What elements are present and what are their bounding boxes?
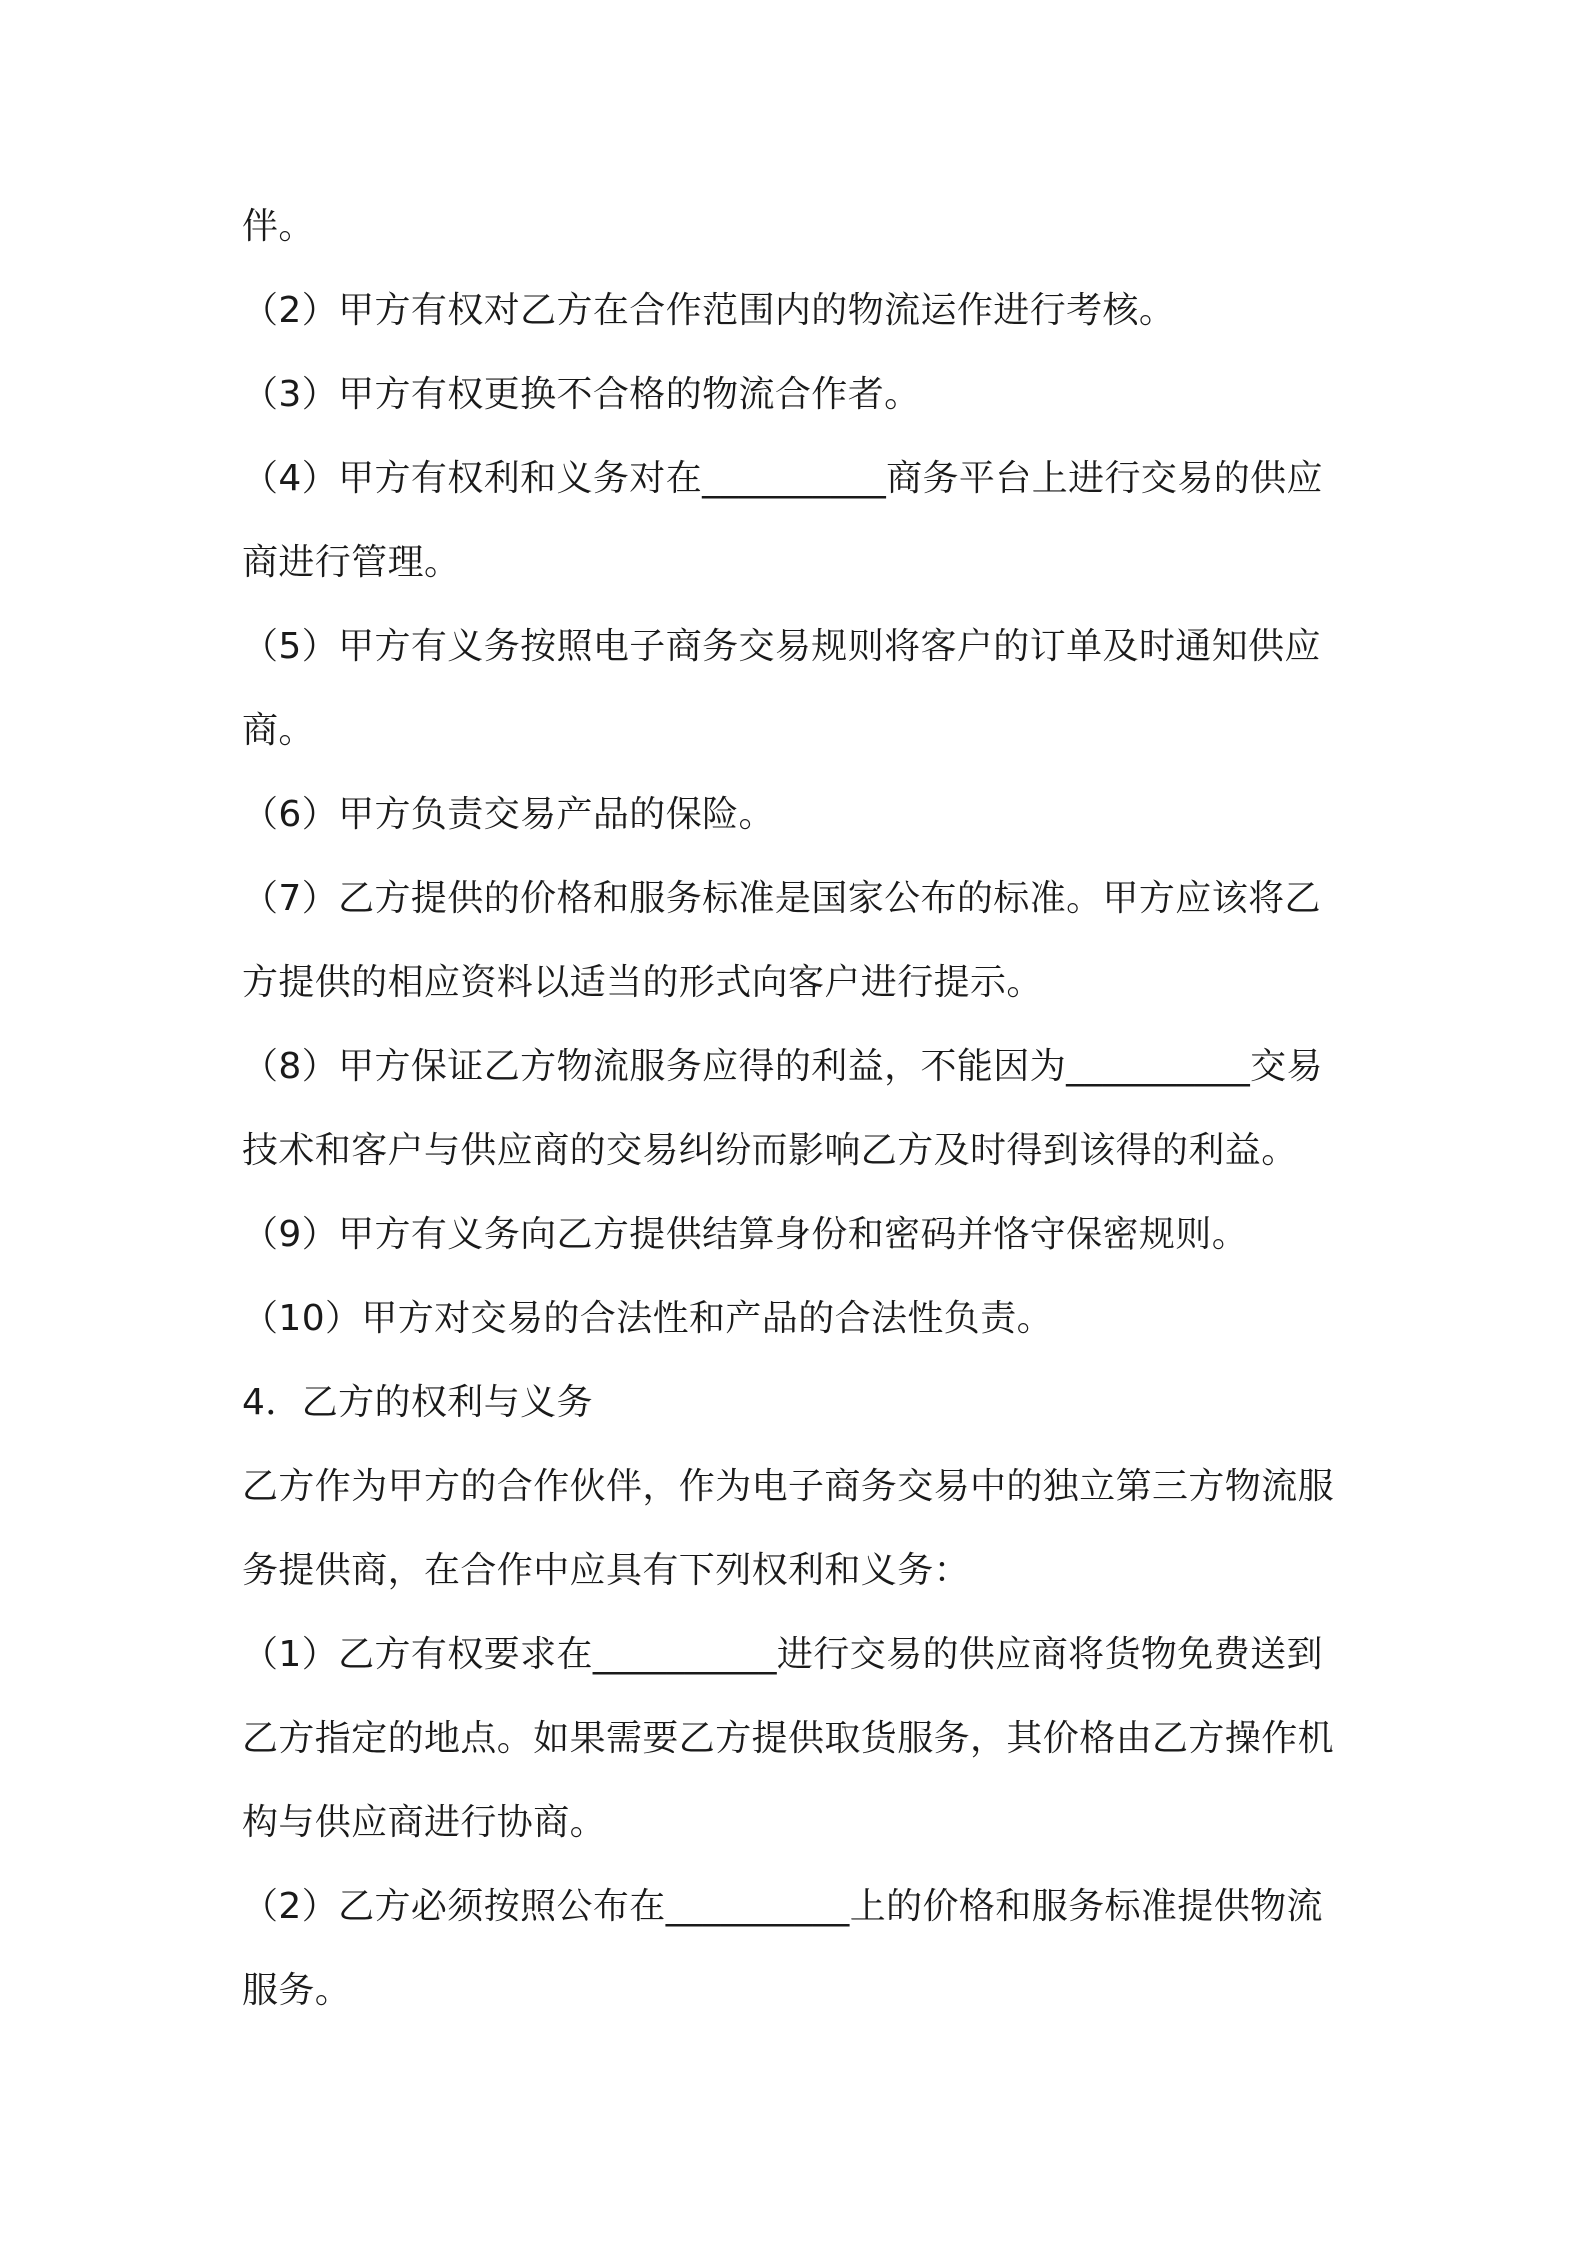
text-line: （8）甲方保证乙方物流服务应得的利益，不能因为__________交易 — [242, 1046, 1323, 1087]
text-line: （7）乙方提供的价格和服务标准是国家公布的标准。甲方应该将乙 — [242, 878, 1321, 919]
text-line: （2）甲方有权对乙方在合作范围内的物流运作进行考核。 — [242, 290, 1176, 331]
text-line: 商。 — [242, 710, 315, 751]
text-line: 服务。 — [242, 1970, 352, 2011]
text-line: 构与供应商进行协商。 — [242, 1802, 607, 1843]
text-line: 技术和客户与供应商的交易纠纷而影响乙方及时得到该得的利益。 — [242, 1130, 1298, 1171]
text-line: （5）甲方有义务按照电子商务交易规则将客户的订单及时通知供应 — [242, 626, 1321, 667]
text-line: 伴。 — [242, 206, 315, 247]
text-line: 乙方作为甲方的合作伙伴，作为电子商务交易中的独立第三方物流服 — [242, 1466, 1335, 1507]
text-line: （3）甲方有权更换不合格的物流合作者。 — [242, 374, 921, 415]
section-heading: 4．乙方的权利与义务 — [242, 1382, 593, 1423]
text-line: 方提供的相应资料以适当的形式向客户进行提示。 — [242, 962, 1043, 1003]
text-line: （1）乙方有权要求在__________进行交易的供应商将货物免费送到 — [242, 1634, 1323, 1675]
text-line: 乙方指定的地点。如果需要乙方提供取货服务，其价格由乙方操作机 — [242, 1718, 1335, 1759]
text-line: （6）甲方负责交易产品的保险。 — [242, 794, 775, 835]
text-line: （10）甲方对交易的合法性和产品的合法性负责。 — [242, 1298, 1054, 1339]
text-line: （9）甲方有义务向乙方提供结算身份和密码并恪守保密规则。 — [242, 1214, 1249, 1255]
text-line: 务提供商，在合作中应具有下列权利和义务： — [242, 1550, 971, 1591]
text-line: （4）甲方有权利和义务对在__________商务平台上进行交易的供应 — [242, 458, 1323, 499]
text-line: 商进行管理。 — [242, 542, 461, 583]
text-line: （2）乙方必须按照公布在__________上的价格和服务标准提供物流 — [242, 1886, 1323, 1927]
